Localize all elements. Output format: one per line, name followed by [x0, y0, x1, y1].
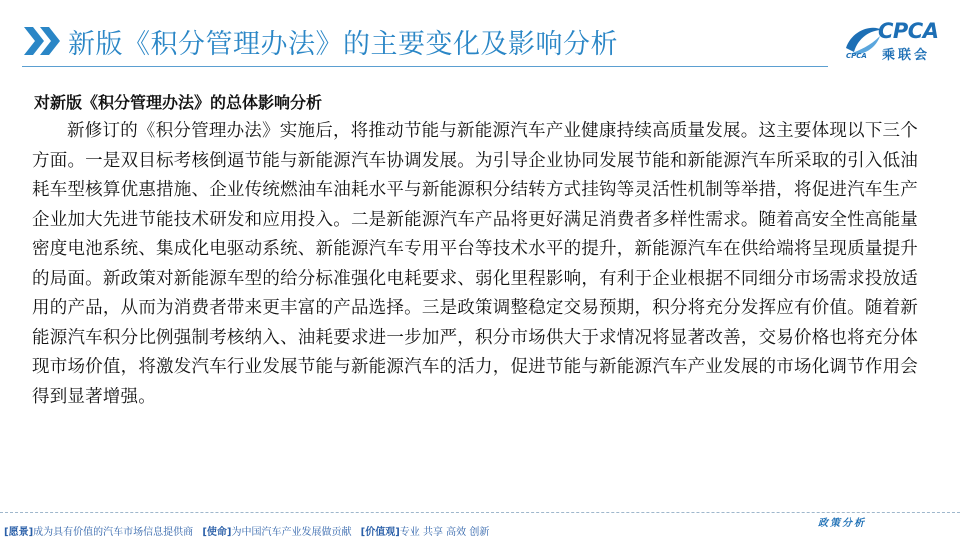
cpca-logo	[842, 18, 954, 68]
double-chevron-icon	[24, 27, 64, 55]
title-underline	[22, 66, 828, 67]
slide-title: 新版《积分管理办法》的主要变化及影响分析	[68, 29, 618, 60]
footer-section-label: 政策分析	[818, 518, 866, 529]
logo-subtext: CPCA	[846, 52, 867, 60]
logo-text: CPCA	[878, 19, 939, 43]
slide-header	[0, 0, 960, 84]
content-area	[28, 90, 918, 412]
section-heading: 对新版《积分管理办法》的总体影响分析	[34, 93, 323, 112]
footer-segment-mission: [使命]为中国汽车产业发展做贡献	[202, 527, 352, 538]
footer-segment-vision: [愿景]成为具有价值的汽车市场信息提供商	[4, 527, 194, 538]
footer-bar	[4, 523, 495, 538]
footer-segment-values: [价值观]专业 共享 高效 创新	[360, 527, 490, 538]
logo-chinese-text: 乘联会	[882, 48, 931, 63]
footer-divider	[0, 512, 960, 513]
body-paragraph: 新修订的《积分管理办法》实施后，将推动节能与新能源汽车产业健康持续高质量发展。这主要体现以下三个方面。一是双目标考核倒逼节能与新能源汽车协调发展。为引导企业协同发展节能和新能源汽车所采取的引入低油耗车型核算优惠措施、企业传统燃油车油耗水平与新能源积分结转方式挂钩等灵活性机制等举措，将促进汽车生产企业加大先进节能技术研发和应用投入。二是新能源汽车产品将更好满足消费者多样性需求。随着高安全性高能量密度电池系统、集成化电驱动系统、新能源汽车专用平台等技术水平的提升，新能源汽车在供给端将呈现质量提升的局面。新政策对新能源车型的给分标准强化电耗要求、弱化里程影响，有利于企业根据不同细分市场需求投放适用的产品，从而为消费者带来更丰富的产品选择。三是政策调整稳定交易预期，积分将充分发挥应有价值。随着新能源汽车积分比例强制考核纳入、油耗要求进一步加严，积分市场供大于求情况将显著改善，交易价格也将充分体现市场价值，将激发汽车行业发展节能与新能源汽车的活力，促进节能与新能源汽车产业发展的市场化调节作用会得到显著增强。	[32, 121, 918, 407]
